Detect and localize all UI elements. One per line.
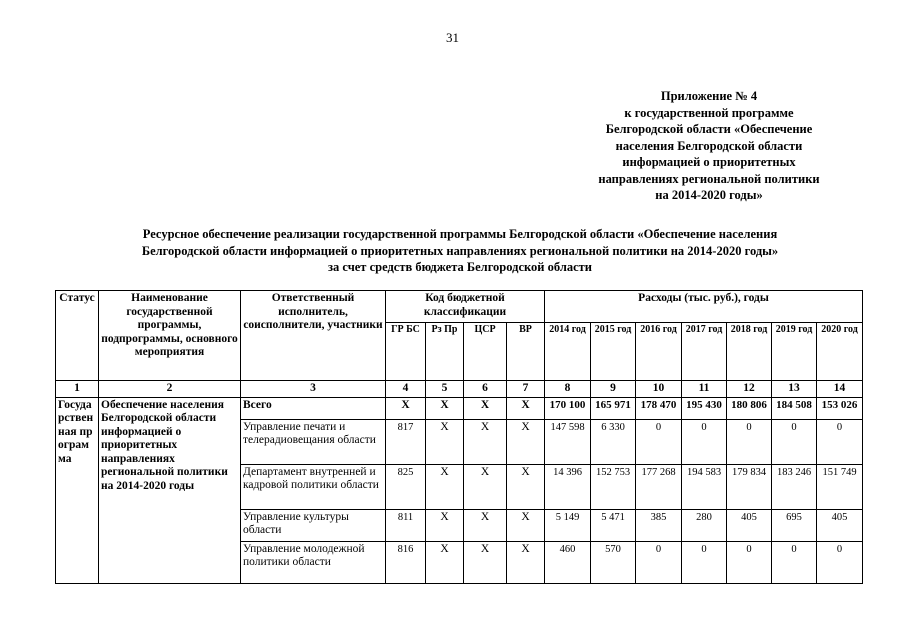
value-cell: 177 268 xyxy=(636,464,682,509)
column-number: 1 xyxy=(56,381,99,398)
value-cell: 0 xyxy=(772,541,817,583)
column-number: 9 xyxy=(591,381,636,398)
value-cell: 5 149 xyxy=(545,509,591,541)
column-number: 5 xyxy=(426,381,464,398)
value-cell: 460 xyxy=(545,541,591,583)
value-cell: 570 xyxy=(591,541,636,583)
appendix-line: к государственной программе xyxy=(624,105,794,120)
resource-table xyxy=(55,290,863,584)
value-cell: 153 026 xyxy=(817,397,863,419)
value-cell: 0 xyxy=(772,419,817,464)
header-executor: Ответственный исполнитель, соисполнители, участники xyxy=(241,291,386,381)
value-cell: 405 xyxy=(727,509,772,541)
value-cell: 14 396 xyxy=(545,464,591,509)
executor-cell: Управление печати и телерадиовещания области xyxy=(241,419,386,464)
csr-cell: X xyxy=(464,397,507,419)
csr-cell: X xyxy=(464,464,507,509)
grbs-cell: 816 xyxy=(386,541,426,583)
grbs-cell: 811 xyxy=(386,509,426,541)
column-number: 14 xyxy=(817,381,863,398)
column-number: 7 xyxy=(507,381,545,398)
program-name-cell: Обеспечение населения Белгородской области информацией о приоритетных направлениях региональной политики на 2014-2020 годы xyxy=(99,397,241,583)
value-cell: 5 471 xyxy=(591,509,636,541)
appendix-line: информацией о приоритетных xyxy=(622,155,796,169)
appendix-line: направлениях региональной политики xyxy=(598,171,820,186)
header-code-group: Код бюджетной классификации xyxy=(386,291,545,323)
grbs-cell: 825 xyxy=(386,464,426,509)
header-rzpr: Рз Пр xyxy=(426,323,464,381)
status-cell: Государственная программа xyxy=(56,397,99,583)
header-expenses-group: Расходы (тыс. руб.), годы xyxy=(545,291,863,323)
value-cell: 179 834 xyxy=(727,464,772,509)
vr-cell: X xyxy=(507,464,545,509)
value-cell: 183 246 xyxy=(772,464,817,509)
grbs-cell: 817 xyxy=(386,419,426,464)
column-number: 11 xyxy=(682,381,727,398)
value-cell: 0 xyxy=(817,419,863,464)
value-cell: 151 749 xyxy=(817,464,863,509)
header-year: 2015 год xyxy=(591,323,636,381)
value-cell: 0 xyxy=(727,541,772,583)
executor-cell: Управление культуры области xyxy=(241,509,386,541)
title-line: Ресурсное обеспечение реализации государственной программы Белгородской области «Обеспечение населения xyxy=(142,227,778,241)
value-cell: 0 xyxy=(682,541,727,583)
column-number: 6 xyxy=(464,381,507,398)
executor-cell: Управление молодежной политики области xyxy=(241,541,386,583)
header-year: 2017 год xyxy=(682,323,727,381)
value-cell: 0 xyxy=(636,541,682,583)
value-cell: 0 xyxy=(682,419,727,464)
column-number: 13 xyxy=(772,381,817,398)
header-year: 2019 год xyxy=(772,323,817,381)
value-cell: 6 330 xyxy=(591,419,636,464)
grbs-cell: X xyxy=(386,397,426,419)
vr-cell: X xyxy=(507,541,545,583)
header-year: 2016 год xyxy=(636,323,682,381)
vr-cell: X xyxy=(507,509,545,541)
value-cell: 184 508 xyxy=(772,397,817,419)
column-number-row xyxy=(56,381,863,398)
value-cell: 152 753 xyxy=(591,464,636,509)
csr-cell: X xyxy=(464,509,507,541)
page-number: 31 xyxy=(446,30,459,45)
executor-cell: Департамент внутренней и кадровой политики области xyxy=(241,464,386,509)
title-line: Белгородской области информацией о приоритетных направлениях региональной политики на 2014-2020 годы» xyxy=(141,243,779,258)
value-cell: 194 583 xyxy=(682,464,727,509)
appendix-line: Белгородской области «Обеспечение xyxy=(605,122,813,136)
csr-cell: X xyxy=(464,419,507,464)
value-cell: 180 806 xyxy=(727,397,772,419)
value-cell: 0 xyxy=(817,541,863,583)
vr-cell: X xyxy=(507,397,545,419)
value-cell: 385 xyxy=(636,509,682,541)
header-grbs: ГР БС xyxy=(386,323,426,381)
appendix-line: населения Белгородской области xyxy=(615,138,803,153)
header-name: Наименование государственной программы, подпрограммы, основного мероприятия xyxy=(99,291,241,381)
rzpr-cell: X xyxy=(426,397,464,419)
table-row-total xyxy=(56,397,863,419)
header-year: 2020 год xyxy=(817,323,863,381)
value-cell: 178 470 xyxy=(636,397,682,419)
rzpr-cell: X xyxy=(426,464,464,509)
column-number: 3 xyxy=(241,381,386,398)
value-cell: 165 971 xyxy=(591,397,636,419)
vr-cell: X xyxy=(507,419,545,464)
header-csr: ЦСР xyxy=(464,323,507,381)
header-year: 2018 год xyxy=(727,323,772,381)
column-number: 4 xyxy=(386,381,426,398)
appendix-line: Приложение № 4 xyxy=(660,89,758,103)
appendix-note xyxy=(578,88,840,204)
value-cell: 0 xyxy=(727,419,772,464)
value-cell: 405 xyxy=(817,509,863,541)
value-cell: 695 xyxy=(772,509,817,541)
column-number: 8 xyxy=(545,381,591,398)
value-cell: 147 598 xyxy=(545,419,591,464)
rzpr-cell: X xyxy=(426,419,464,464)
header-status: Статус xyxy=(56,291,99,381)
value-cell: 170 100 xyxy=(545,397,591,419)
document-title xyxy=(60,226,860,276)
value-cell: 0 xyxy=(636,419,682,464)
header-year: 2014 год xyxy=(545,323,591,381)
executor-cell: Всего xyxy=(241,397,386,419)
column-number: 12 xyxy=(727,381,772,398)
header-vr: ВР xyxy=(507,323,545,381)
value-cell: 195 430 xyxy=(682,397,727,419)
rzpr-cell: X xyxy=(426,541,464,583)
column-number: 10 xyxy=(636,381,682,398)
value-cell: 280 xyxy=(682,509,727,541)
csr-cell: X xyxy=(464,541,507,583)
title-line: за счет средств бюджета Белгородской области xyxy=(328,260,592,274)
appendix-line: на 2014-2020 годы» xyxy=(655,188,763,202)
column-number: 2 xyxy=(99,381,241,398)
rzpr-cell: X xyxy=(426,509,464,541)
